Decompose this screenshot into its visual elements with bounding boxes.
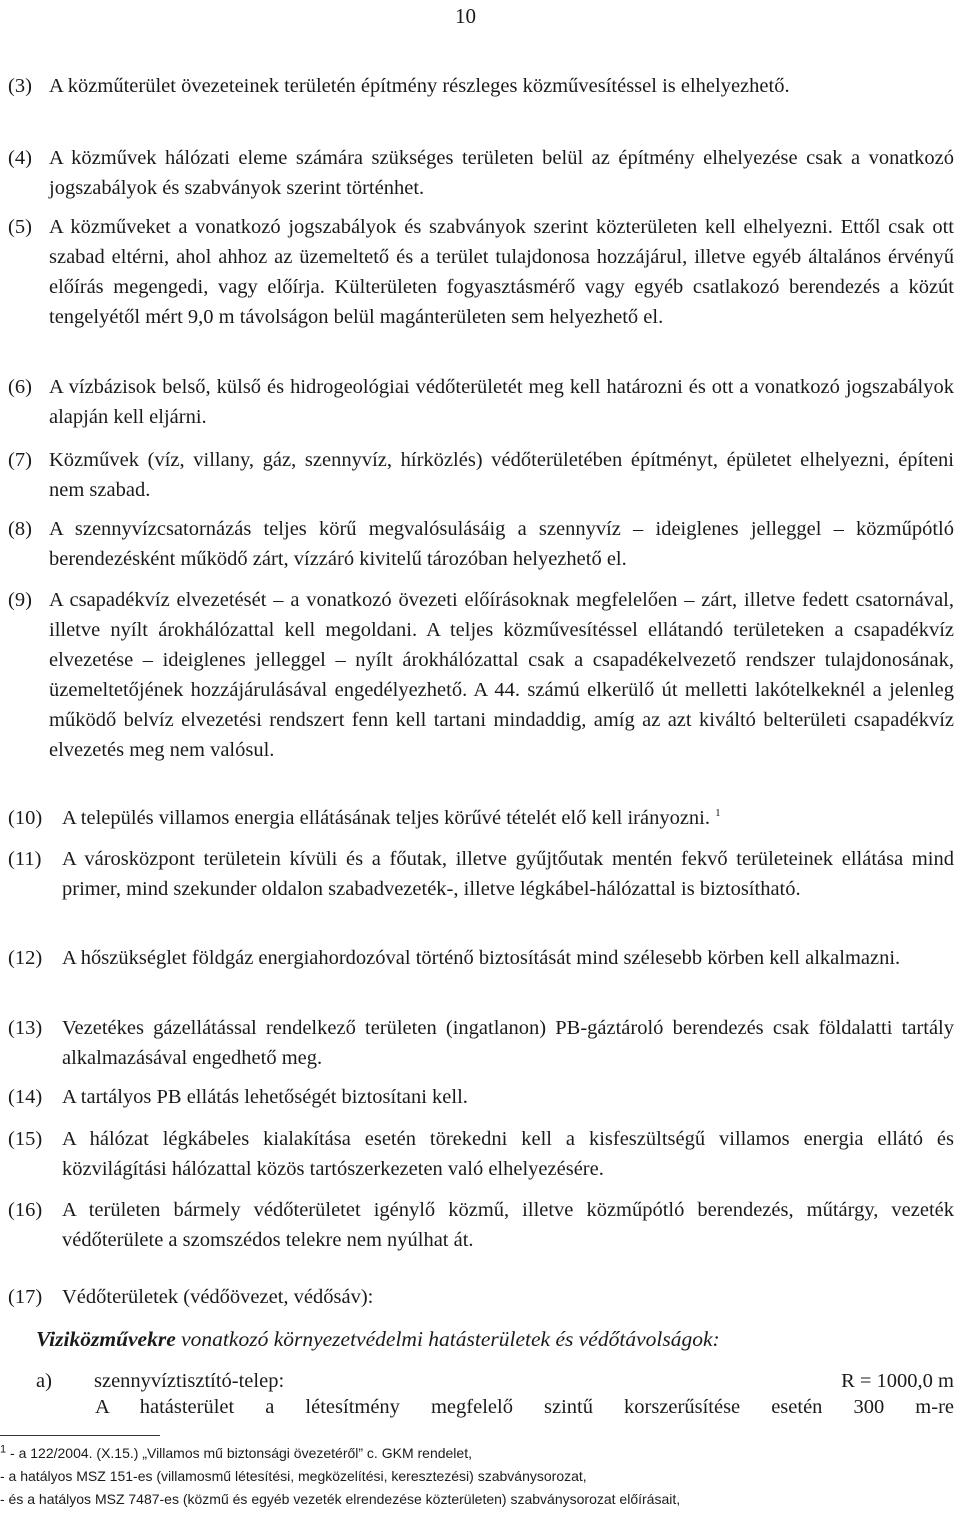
footnote-line: - a hatályos MSZ 151-es (villamosmű létesítési, megközelítési, keresztezési) szabványsorozat,	[0, 1468, 587, 1484]
paragraph-text: A városközpont területein kívüli és a főutak, illetve gyűjtőutak mentén fekvő területeinek ellátása mind primer, mind szekunder oldalon szabadvezeték-, illetve légkábel-hálózattal is biztosítható.	[62, 848, 954, 900]
paragraph-number: (15)	[8, 1128, 43, 1150]
paragraph-number: (16)	[8, 1199, 43, 1221]
paragraph-7	[8, 445, 954, 505]
paragraph-number: (4)	[8, 147, 32, 169]
paragraph-number: (8)	[8, 518, 32, 540]
paragraph-text: Vezetékes gázellátással rendelkező területen (ingatlanon) PB-gáztároló berendezés csak földalatti tartály alkalmazásával engedhető meg.	[62, 1017, 954, 1069]
paragraph-text: A hőszükséglet földgáz energiahordozóval történő biztosítását mind szélesebb körben kell alkalmazni.	[62, 947, 901, 969]
paragraph-16	[8, 1195, 954, 1255]
paragraph-3	[8, 71, 954, 101]
footnote-marker: 1	[0, 1443, 7, 1456]
list-item-letter: a)	[36, 1370, 52, 1392]
paragraph-10	[8, 803, 954, 833]
paragraph-number: (12)	[8, 947, 43, 969]
paragraph-number: (17)	[8, 1286, 43, 1308]
paragraph-text: A szennyvízcsatornázás teljes körű megvalósulásáig a szennyvíz – ideiglenes jelleggel – közműpótló berendezésként működő zárt, vízzáró kivitelű tározóban helyezhető el.	[49, 518, 954, 570]
paragraph-text: A közműterület övezeteinek területén építmény részleges közművesítéssel is elhelyezhető.	[49, 75, 790, 97]
paragraph-number: (13)	[8, 1017, 43, 1039]
footnote-divider	[0, 1435, 160, 1436]
list-item-value: R = 1000,0 m	[841, 1370, 954, 1392]
paragraph-12	[8, 943, 954, 973]
section-heading: Viziközművekre vonatkozó környezetvédelmi hatásterületek és védőtávolságok:	[36, 1327, 720, 1351]
paragraph-text: A vízbázisok belső, külső és hidrogeológiai védőterületét meg kell határozni és ott a vonatkozó jogszabályok alapján kell eljárni.	[49, 376, 954, 428]
paragraph-8	[8, 514, 954, 574]
paragraph-number: (11)	[8, 848, 42, 870]
paragraph-number: (9)	[8, 589, 32, 611]
paragraph-11	[8, 844, 954, 904]
paragraph-5	[8, 212, 954, 332]
paragraph-number: (10)	[8, 807, 43, 829]
paragraph-text: A közművek hálózati eleme számára szükséges területen belül az építmény elhelyezése csak a vonatkozó jogszabályok és szabványok szerint történhet.	[49, 147, 954, 199]
footnotes	[0, 1442, 960, 1511]
paragraph-text: A település villamos energia ellátásának teljes körűvé tételét elő kell irányozni. $^1$	[62, 807, 721, 829]
footnote-reference: 1	[715, 807, 721, 820]
paragraph-text: A csapadékvíz elvezetését – a vonatkozó övezeti előírásoknak megfelelően – zárt, illetve fedett csatornával, illetve nyílt árokhálózattal kell megoldani. A teljes közművesítéssel ellátandó területeken a csapadékvíz elvezetése – ideiglenes jelleggel – nyílt árokhálózattal csak a csapadékelvezető rendszer tulajdonosának, üzemeltetőjének hozzájárulásával engedélyezhető. A 44. számú elkerülő út melletti lakótelkeknél a jelenleg működő belvíz elvezetési rendszert fenn kell tartani mindaddig, amíg az azt kiváltó belterületi csapadékvíz elvezetés meg nem valósul.	[49, 589, 954, 761]
paragraph-13	[8, 1013, 954, 1073]
paragraph-14	[8, 1082, 954, 1112]
paragraph-number: (3)	[8, 75, 32, 97]
paragraph-text: Védőterületek (védőövezet, védősáv):	[62, 1286, 374, 1308]
list-item-note: A hatásterület a létesítmény megfelelő szintű korszerűsítése esetén 300 m-re	[95, 1396, 954, 1418]
paragraph-text: A közműveket a vonatkozó jogszabályok és szabványok szerint közterületen kell elhelyezni. Ettől csak ott szabad eltérni, ahol ahhoz az üzemeltető és a terület tulajdonosa hozzájárul, illetve egyéb általános érvényű előírás megengedi, vagy előírja. Külterületen fogyasztásmérő vagy egyéb csatlakozó berendezés a közút tengelyétől mért 9,0 m távolságon belül magánterületen sem helyezhető el.	[49, 216, 954, 328]
paragraph-17	[8, 1282, 954, 1312]
paragraph-6	[8, 372, 954, 432]
paragraph-4	[8, 143, 954, 203]
paragraph-9	[8, 585, 954, 765]
page-number: 10	[455, 4, 476, 28]
list-item-text: szennyvíztisztító-telep:	[94, 1370, 285, 1392]
paragraph-text: A hálózat légkábeles kialakítása esetén törekedni kell a kisfeszültségű villamos energia ellátó és közvilágítási hálózattal közös tartószerkezeten való elhelyezésére.	[62, 1128, 954, 1180]
paragraph-number: (6)	[8, 376, 32, 398]
paragraph-text: A tartályos PB ellátás lehetőségét biztosítani kell.	[62, 1086, 468, 1108]
paragraph-number: (5)	[8, 216, 32, 238]
paragraph-15	[8, 1124, 954, 1184]
paragraph-text: A területen bármely védőterületet igénylő közmű, illetve közműpótló berendezés, műtárgy, vezeték védőterülete a szomszédos telekre nem nyúlhat át.	[62, 1199, 954, 1251]
footnote-line: $^1$ - a 122/2004. (X.15.) „Villamos mű biztonsági övezetéről” c. GKM rendelet,	[0, 1443, 472, 1461]
paragraph-text: Közművek (víz, villany, gáz, szennyvíz, hírközlés) védőterületében építményt, épületet elhelyezni, építeni nem szabad.	[49, 449, 954, 501]
paragraph-number: (14)	[8, 1086, 43, 1108]
paragraph-number: (7)	[8, 449, 32, 471]
footnote-line: - és a hatályos MSZ 7487-es (közmű és egyéb vezeték elrendezése közterületen) szabványsorozat előírásait,	[0, 1491, 681, 1507]
